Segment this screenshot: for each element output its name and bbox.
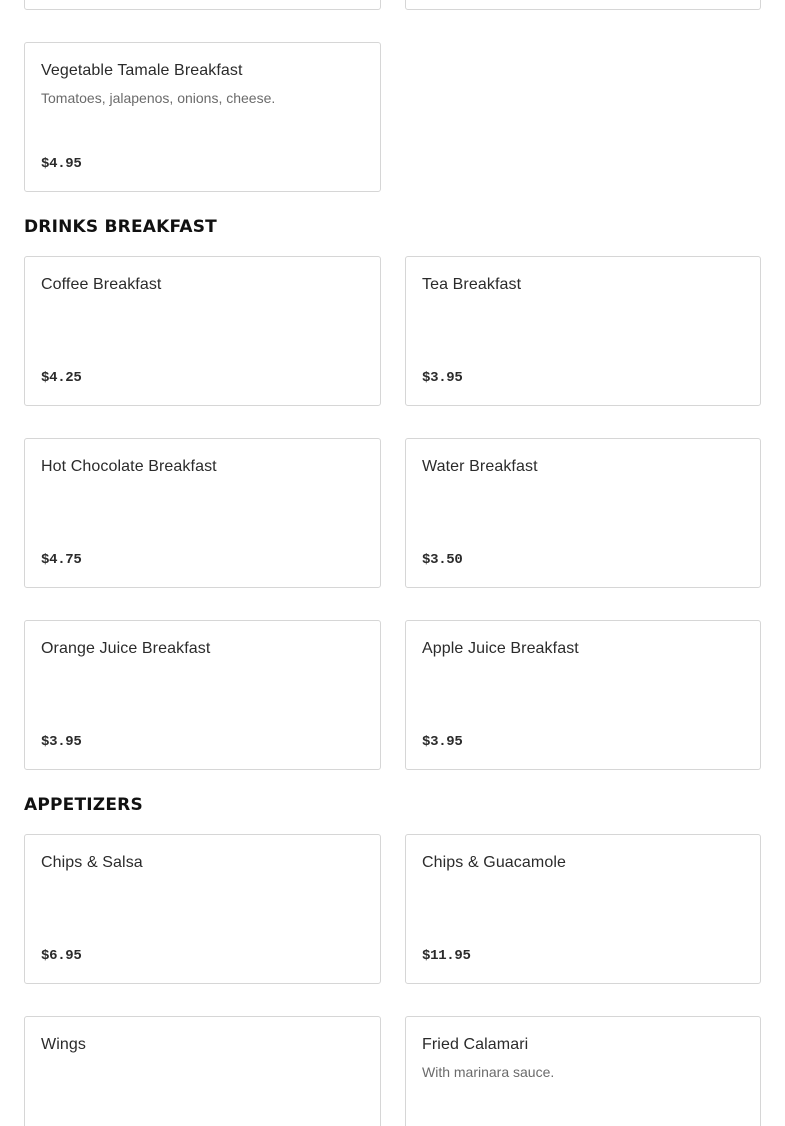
menu-item-card-chips-salsa[interactable]	[24, 834, 381, 984]
menu-item-card[interactable]	[405, 0, 761, 10]
menu-item-name: Orange Juice Breakfast	[41, 640, 211, 657]
menu-item-card-orange-juice[interactable]	[24, 620, 381, 770]
menu-item-name: Coffee Breakfast	[41, 276, 162, 293]
menu-item-card[interactable]	[24, 0, 381, 10]
menu-item-description: Tomatoes, jalapenos, onions, cheese.	[41, 90, 276, 106]
menu-item-price: $11.95	[422, 948, 471, 964]
menu-item-card-tea[interactable]	[405, 256, 761, 406]
menu-item-name: Vegetable Tamale Breakfast	[41, 62, 243, 79]
menu-item-description: With marinara sauce.	[422, 1064, 555, 1080]
menu-item-card-vegetable-tamale[interactable]	[24, 42, 381, 192]
menu-item-card-apple-juice[interactable]	[405, 620, 761, 770]
menu-item-card-coffee[interactable]	[24, 256, 381, 406]
menu-item-name: Wings	[41, 1036, 86, 1053]
menu-item-name: Apple Juice Breakfast	[422, 640, 579, 657]
menu-item-name: Hot Chocolate Breakfast	[41, 458, 217, 475]
menu-item-price: $4.95	[41, 156, 82, 172]
menu-item-name: Water Breakfast	[422, 458, 538, 475]
menu-item-price: $6.95	[41, 948, 82, 964]
menu-item-name: Chips & Salsa	[41, 854, 143, 871]
menu-item-card-wings[interactable]	[24, 1016, 381, 1126]
menu-item-price: $3.95	[422, 370, 463, 386]
menu-item-name: Chips & Guacamole	[422, 854, 566, 871]
menu-item-price: $4.75	[41, 552, 82, 568]
menu-item-name: Fried Calamari	[422, 1036, 529, 1053]
menu-item-card-chips-guacamole[interactable]	[405, 834, 761, 984]
section-title-drinks-breakfast: DRINKS BREAKFAST	[24, 217, 217, 237]
menu-item-card-hot-chocolate[interactable]	[24, 438, 381, 588]
menu-item-card-water[interactable]	[405, 438, 761, 588]
menu-item-price: $4.25	[41, 370, 82, 386]
menu-item-price: $3.95	[422, 734, 463, 750]
menu-item-price: $3.95	[41, 734, 82, 750]
menu-item-card-fried-calamari[interactable]	[405, 1016, 761, 1126]
menu-item-name: Tea Breakfast	[422, 276, 522, 293]
section-title-appetizers: APPETIZERS	[24, 795, 143, 815]
menu-item-price: $3.50	[422, 552, 463, 568]
